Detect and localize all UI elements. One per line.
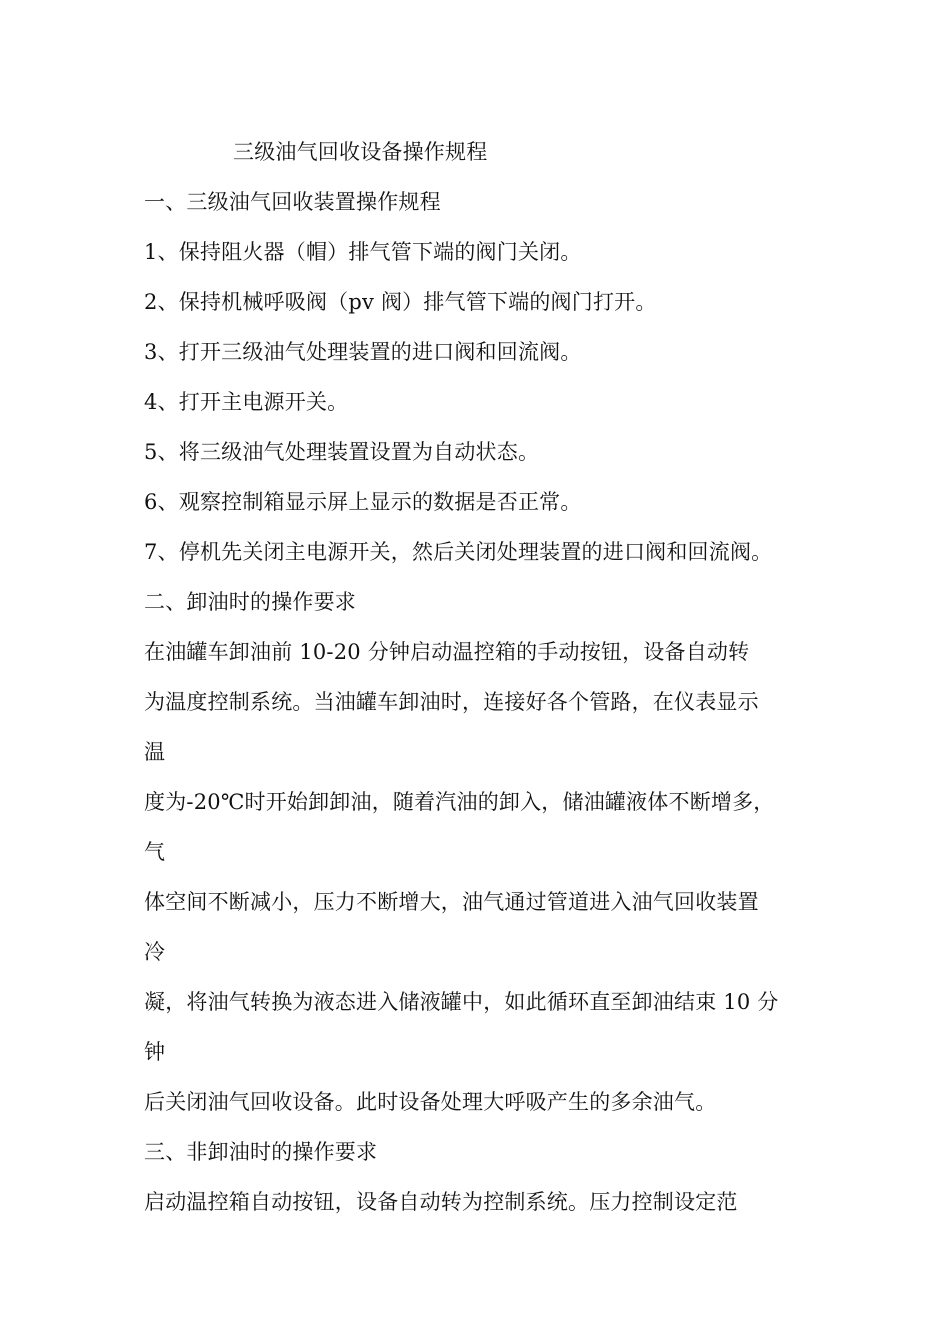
step-3: 3、打开三级油气处理装置的进口阀和回流阀。 [144,340,582,364]
paragraph-line: 温 [144,740,166,764]
paragraph-line: 启动温控箱自动按钮，设备自动转为控制系统。压力控制设定范 [144,1190,738,1214]
paragraph-line: 后关闭油气回收设备。此时设备处理大呼吸产生的多余油气。 [144,1090,717,1114]
paragraph-line: 冷 [144,940,166,964]
section-heading-1: 一、三级油气回收装置操作规程 [144,190,441,214]
paragraph-line: 气 [144,840,166,864]
paragraph-line: 体空间不断减小，压力不断增大，油气通过管道进入油气回收装置 [144,890,759,914]
document-body [144,132,814,1232]
step-6: 6、观察控制箱显示屏上显示的数据是否正常。 [144,490,582,514]
step-1: 1、保持阻火器（帽）排气管下端的阀门关闭。 [144,240,582,264]
step-5: 5、将三级油气处理装置设置为自动状态。 [144,440,540,464]
paragraph-line: 在油罐车卸油前 10-20 分钟启动温控箱的手动按钮，设备自动转 [144,640,750,664]
section-heading-3: 三、非卸油时的操作要求 [144,1140,378,1164]
paragraph-line: 为温度控制系统。当油罐车卸油时，连接好各个管路，在仪表显示 [144,690,759,714]
step-2: 2、保持机械呼吸阀（pv 阀）排气管下端的阀门打开。 [144,290,657,314]
step-7: 7、停机先关闭主电源开关，然后关闭处理装置的进口阀和回流阀。 [144,540,773,564]
document-title: 三级油气回收设备操作规程 [233,140,488,164]
paragraph-line: 度为-20℃时开始卸卸油，随着汽油的卸入，储油罐液体不断增多， [144,790,775,814]
paragraph-line: 钟 [144,1040,166,1064]
paragraph-line: 凝，将油气转换为液态进入储液罐中，如此循环直至卸油结束 10 分 [144,990,779,1014]
step-4: 4、打开主电源开关。 [144,390,349,414]
section-heading-2: 二、卸油时的操作要求 [144,590,356,614]
